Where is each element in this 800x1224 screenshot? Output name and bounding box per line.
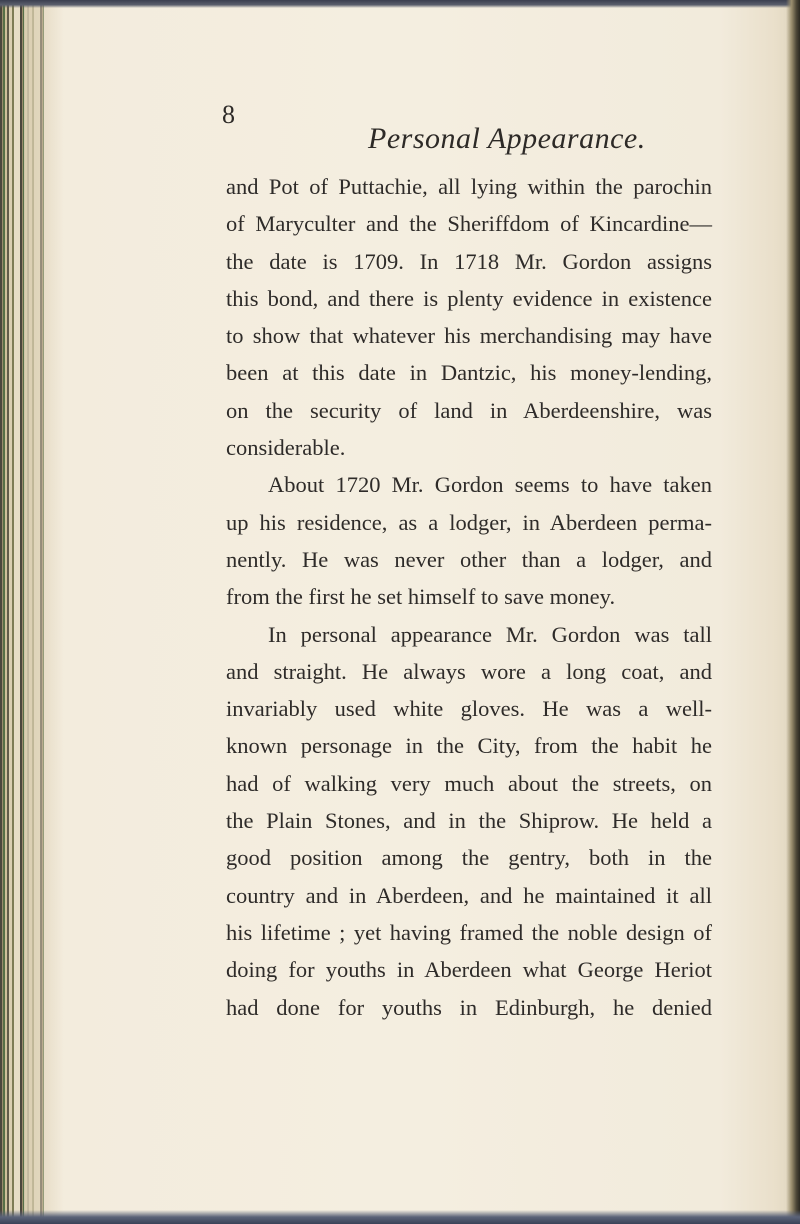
text-line: nently. He was never other than a lodger, and [226,546,712,572]
running-head: Personal Appearance. [368,122,646,155]
text-line: this bond, and there is plenty evidence in existence [226,285,712,311]
text-line: the date is 1709. In 1718 Mr. Gordon assigns [226,248,712,274]
top-page-edge [0,0,800,8]
text-line: from the first he set himself to save money. [226,584,616,610]
text-line: up his residence, as a lodger, in Aberdeen perma- [226,509,712,535]
text-line: had done for youths in Edinburgh, he denied [226,994,712,1020]
text-line: In personal appearance Mr. Gordon was tall [268,621,712,647]
text-line: to show that whatever his merchandising may have [226,323,712,349]
page-number: 8 [222,100,235,129]
binding-shadow [24,0,64,1224]
text-line: his lifetime ; yet having framed the noble design of [226,919,712,945]
text-line: and Pot of Puttachie, all lying within the parochin [226,174,712,199]
body-text [226,168,712,1026]
text-line: and straight. He always wore a long coat, and [226,658,712,684]
text-line: been at this date in Dantzic, his money-lending, [226,360,712,386]
text-line: invariably used white gloves. He was a well- [226,696,712,722]
text-line: doing for youths in Aberdeen what George Heriot [226,957,712,983]
text-line: of Maryculter and the Sheriffdom of Kincardine— [226,211,712,237]
text-line: considerable. [226,435,346,461]
right-page-edge [786,0,800,1224]
text-line: country and in Aberdeen, and he maintained it all [226,882,712,908]
text-line: known personage in the City, from the habit he [226,733,712,759]
bottom-page-edge [0,1210,800,1224]
text-line: on the security of land in Aberdeenshire, was [226,397,712,423]
text-line: the Plain Stones, and in the Shiprow. He held a [226,808,712,834]
page-header [222,100,646,155]
text-line: had of walking very much about the streets, on [226,770,712,796]
text-line: About 1720 Mr. Gordon seems to have taken [268,472,712,498]
text-line: good position among the gentry, both in the [226,845,712,871]
